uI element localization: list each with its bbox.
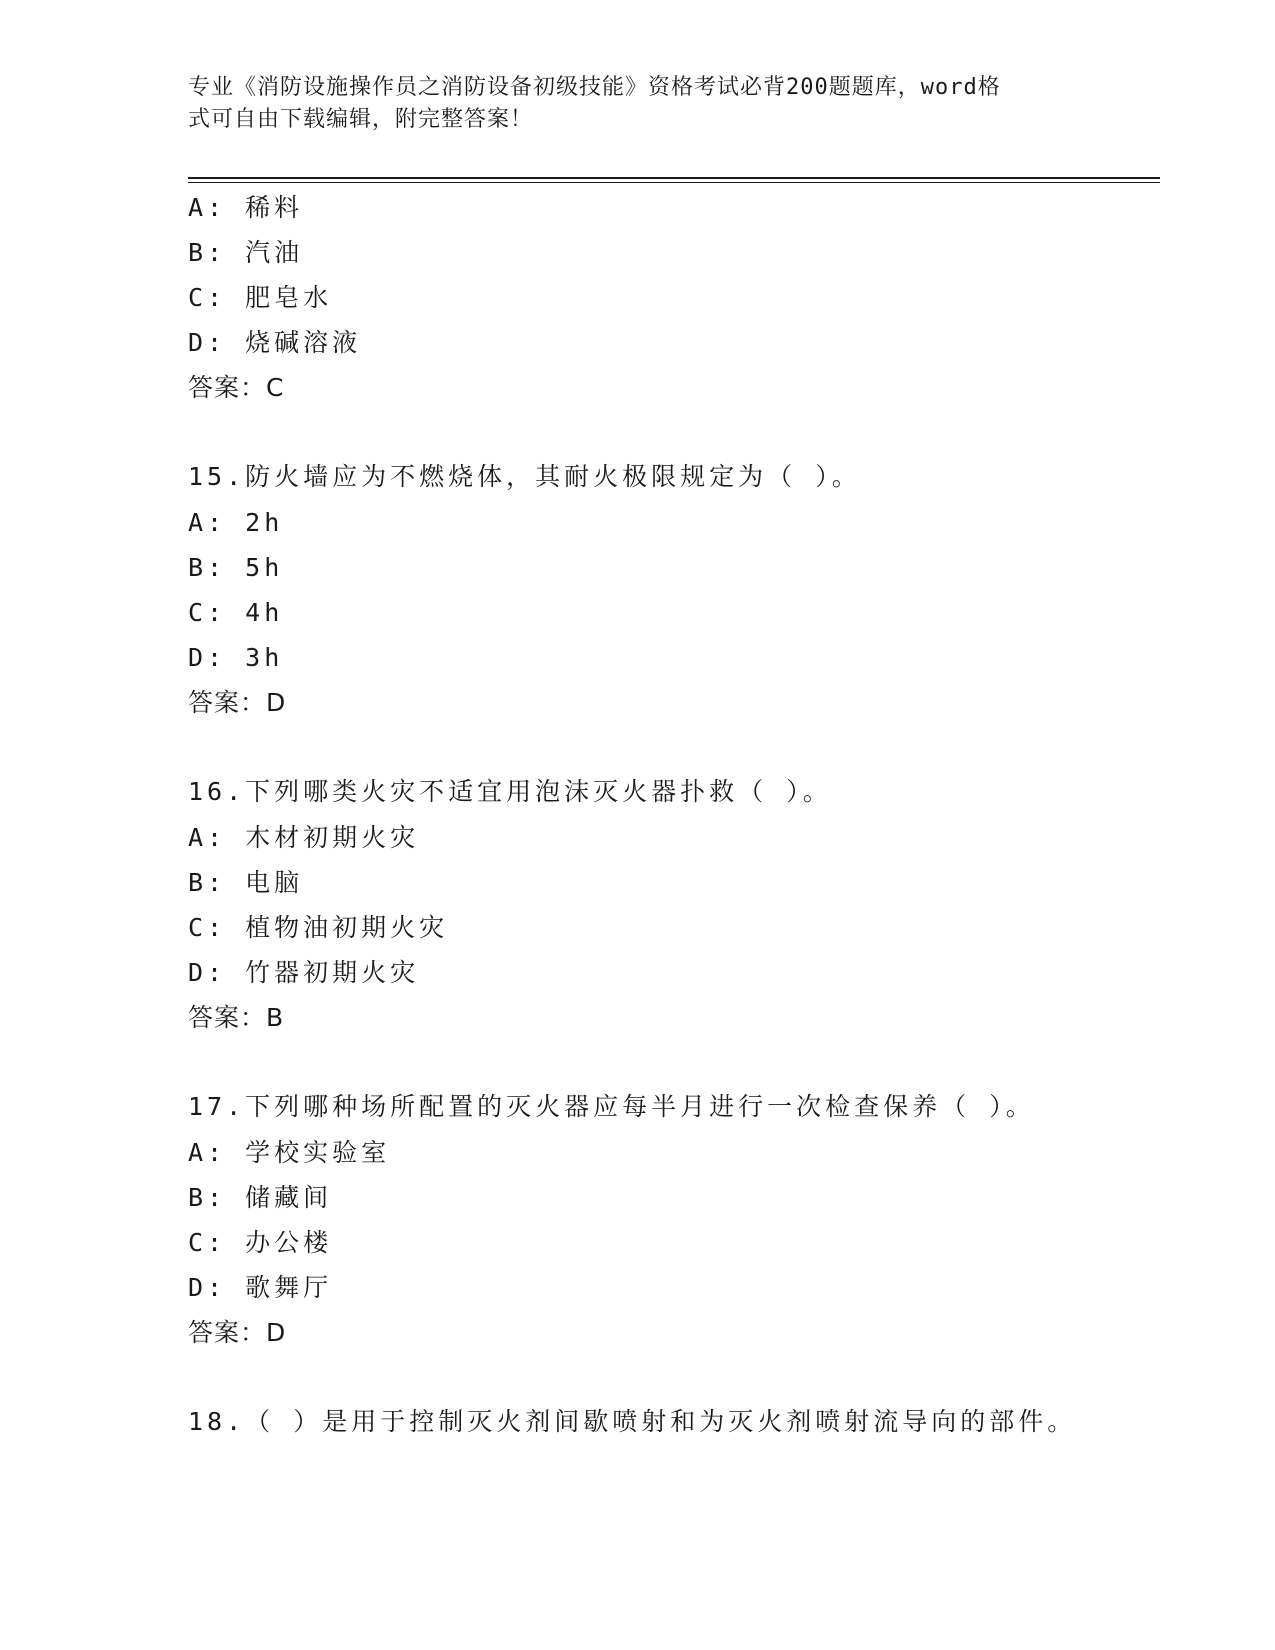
option-b: B: 5h xyxy=(188,553,284,582)
question-16: 16.下列哪类火灾不适宜用泡沫灭火器扑救（ ）。 xyxy=(188,777,832,806)
option-c: C: 4h xyxy=(188,598,284,627)
option-a: A: 2h xyxy=(188,508,284,537)
option-c: C: 肥皂水 xyxy=(188,283,333,312)
option-d: D: 竹器初期火灾 xyxy=(188,958,420,987)
option-d: D: 烧碱溶液 xyxy=(188,328,362,357)
option-c: C: 办公楼 xyxy=(188,1228,333,1257)
header-divider-thick xyxy=(188,177,1160,179)
answer-line: 答案：D xyxy=(188,688,287,717)
option-d: D: 3h xyxy=(188,643,284,672)
header-divider-thin xyxy=(188,182,1160,183)
option-a: A: 学校实验室 xyxy=(188,1138,391,1167)
question-17: 17.下列哪种场所配置的灭火器应每半月进行一次检查保养（ ）。 xyxy=(188,1092,1035,1121)
answer-line: 答案：B xyxy=(188,1003,285,1032)
answer-line: 答案：C xyxy=(188,373,285,402)
option-c: C: 植物油初期火灾 xyxy=(188,913,449,942)
document-header xyxy=(188,72,1068,136)
question-15: 15.防火墙应为不燃烧体，其耐火极限规定为（ ）。 xyxy=(188,462,861,491)
header-line-1: 专业《消防设施操作员之消防设备初级技能》资格考试必背200题题库，word格 xyxy=(188,75,1001,100)
header-line-2: 式可自由下载编辑，附完整答案！ xyxy=(188,107,534,132)
option-b: B: 储藏间 xyxy=(188,1183,333,1212)
answer-line: 答案：D xyxy=(188,1318,287,1347)
option-b: B: 汽油 xyxy=(188,238,304,267)
option-b: B: 电脑 xyxy=(188,868,304,897)
option-a: A: 木材初期火灾 xyxy=(188,823,420,852)
option-d: D: 歌舞厅 xyxy=(188,1273,333,1302)
question-18: 18.（ ）是用于控制灭火剂间歇喷射和为灭火剂喷射流导向的部件。 xyxy=(188,1407,1077,1436)
option-a: A: 稀料 xyxy=(188,193,304,222)
